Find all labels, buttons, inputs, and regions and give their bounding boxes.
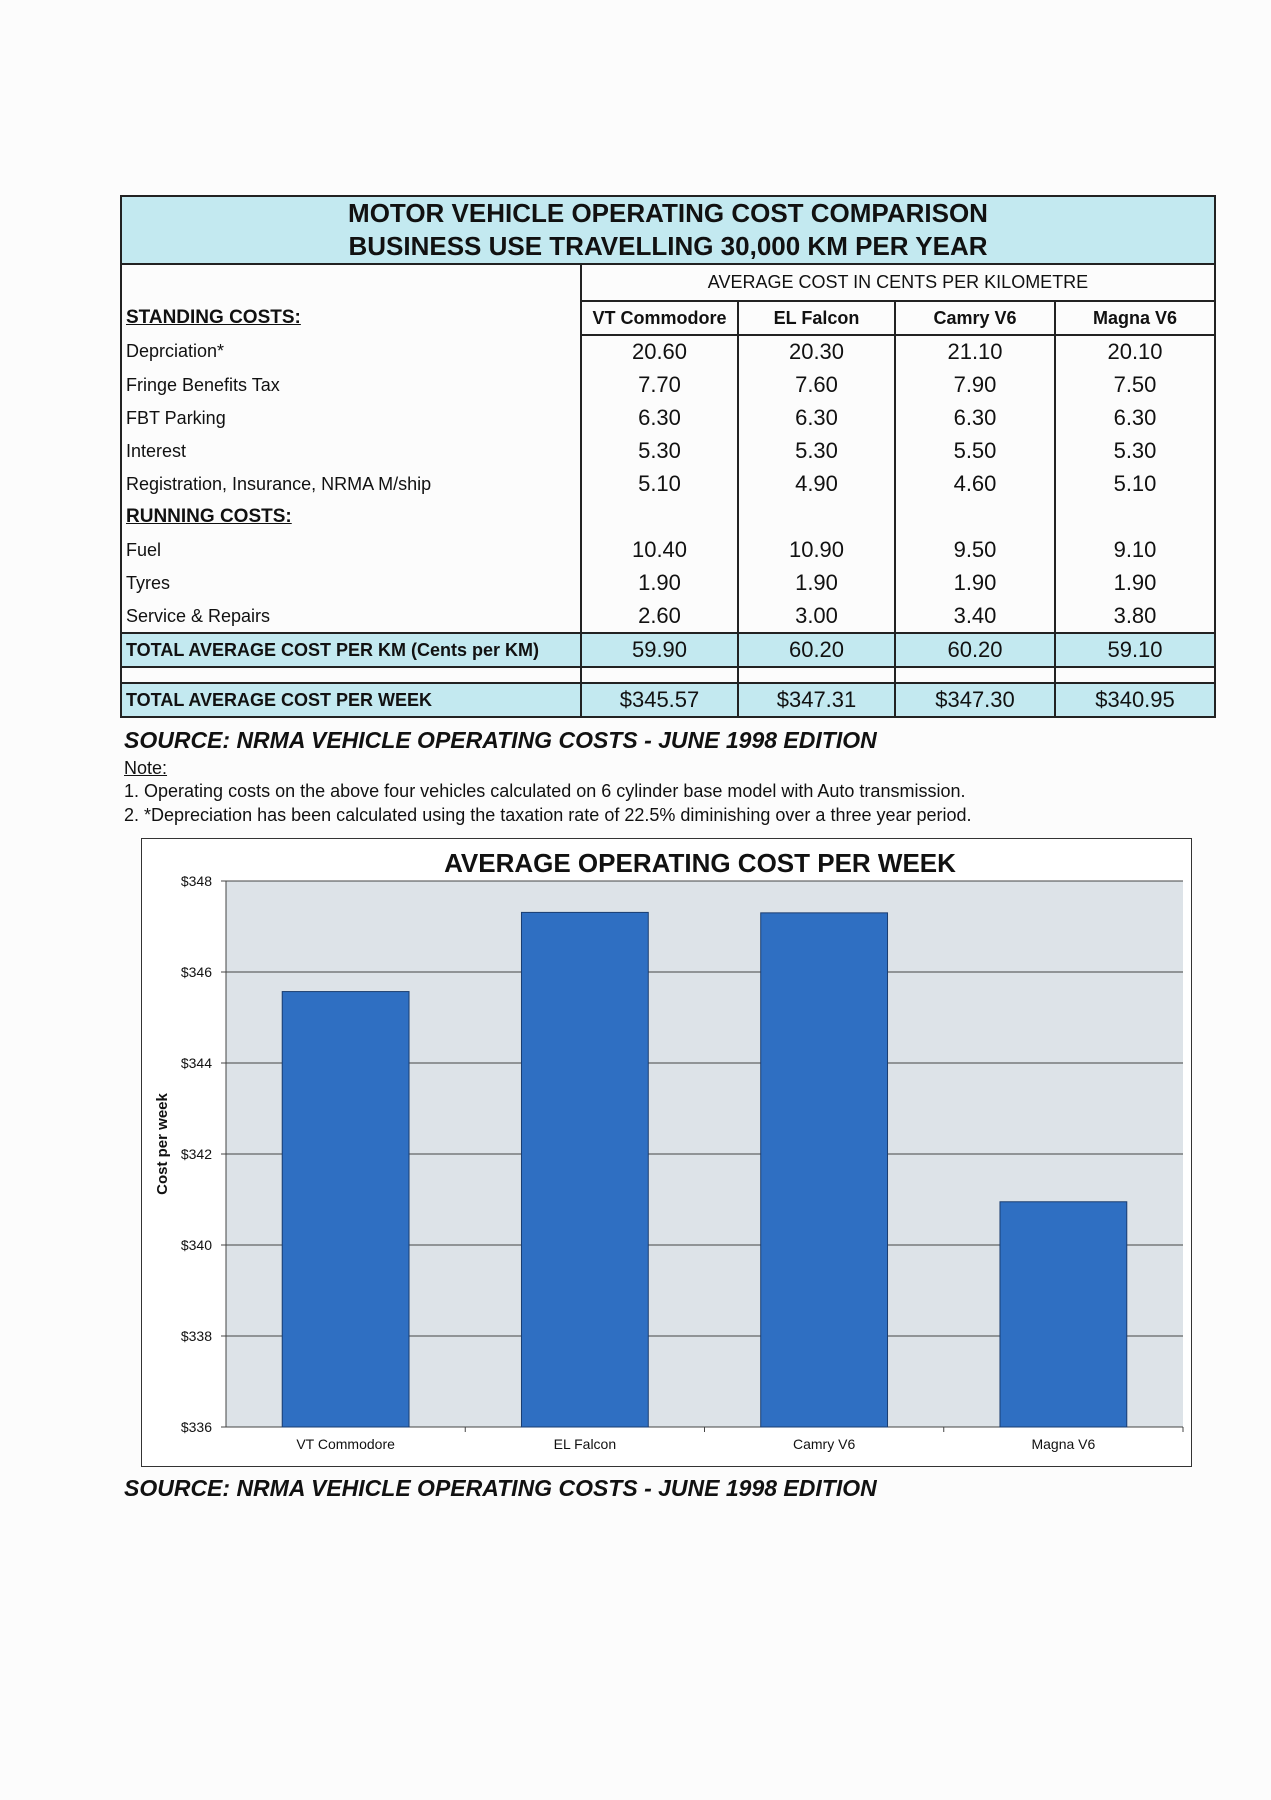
note-line-2: 2. *Depreciation has been calculated using the taxation rate of 22.5% diminishing over a three year period. bbox=[124, 805, 972, 825]
cell-value: 6.30 bbox=[895, 402, 1055, 435]
cell-value: 5.10 bbox=[1055, 468, 1215, 501]
cell-value: 1.90 bbox=[1055, 567, 1215, 600]
cell-value: 6.30 bbox=[581, 402, 738, 435]
cell-value: 1.90 bbox=[738, 567, 895, 600]
y-tick-label: $344 bbox=[180, 1055, 212, 1071]
bar bbox=[761, 913, 888, 1427]
total-km-label: TOTAL AVERAGE COST PER KM (Cents per KM) bbox=[121, 633, 581, 667]
cell-value: 6.30 bbox=[1055, 402, 1215, 435]
y-tick-label: $336 bbox=[180, 1419, 212, 1435]
cell-value: 7.90 bbox=[895, 369, 1055, 402]
table-title-line1: MOTOR VEHICLE OPERATING COST COMPARISON bbox=[348, 198, 988, 228]
cell-value: 20.60 bbox=[581, 335, 738, 369]
cell-value: 3.00 bbox=[738, 600, 895, 634]
cell-value: 7.60 bbox=[738, 369, 895, 402]
total-per-km-row bbox=[121, 633, 1215, 667]
table-row bbox=[121, 369, 1215, 402]
row-label: Registration, Insurance, NRMA M/ship bbox=[121, 468, 581, 501]
total-per-week-row bbox=[121, 683, 1215, 717]
chart-title: AVERAGE OPERATING COST PER WEEK bbox=[444, 848, 956, 878]
cell-value: 7.70 bbox=[581, 369, 738, 402]
empty-cell bbox=[581, 501, 738, 534]
table-title bbox=[121, 196, 1215, 264]
table-row bbox=[121, 335, 1215, 369]
row-label: Tyres bbox=[121, 567, 581, 600]
cell-value: 6.30 bbox=[738, 402, 895, 435]
total-km-value: 60.20 bbox=[738, 633, 895, 667]
y-tick-label: $346 bbox=[180, 964, 212, 980]
cell-value: 10.90 bbox=[738, 534, 895, 567]
cell-value: 5.30 bbox=[581, 435, 738, 468]
cost-comparison-table bbox=[120, 195, 1216, 718]
note-title: Note: bbox=[124, 758, 168, 778]
row-label: Fuel bbox=[121, 534, 581, 567]
cell-value: 5.30 bbox=[738, 435, 895, 468]
table-row bbox=[121, 468, 1215, 501]
cell-value: 3.80 bbox=[1055, 600, 1215, 634]
cell-value: 3.40 bbox=[895, 600, 1055, 634]
spacer-cell bbox=[1055, 667, 1215, 683]
cell-value: 5.30 bbox=[1055, 435, 1215, 468]
cell-value: 5.50 bbox=[895, 435, 1055, 468]
cell-value: 20.30 bbox=[738, 335, 895, 369]
table-row bbox=[121, 534, 1215, 567]
y-tick-label: $342 bbox=[180, 1146, 212, 1162]
table-row bbox=[121, 567, 1215, 600]
total-km-value: 59.10 bbox=[1055, 633, 1215, 667]
cost-per-week-chart bbox=[141, 838, 1192, 1467]
x-tick-label: Magna V6 bbox=[1031, 1436, 1096, 1452]
cell-value: 1.90 bbox=[581, 567, 738, 600]
column-header: EL Falcon bbox=[738, 301, 895, 335]
total-week-label: TOTAL AVERAGE COST PER WEEK bbox=[121, 683, 581, 717]
row-label: FBT Parking bbox=[121, 402, 581, 435]
table-row bbox=[121, 435, 1215, 468]
column-header: VT Commodore bbox=[581, 301, 738, 335]
y-tick-label: $340 bbox=[180, 1237, 212, 1253]
y-tick-label: $348 bbox=[180, 873, 212, 889]
spacer-cell bbox=[121, 667, 581, 683]
bar bbox=[521, 912, 648, 1427]
cell-value: 21.10 bbox=[895, 335, 1055, 369]
cell-value: 2.60 bbox=[581, 600, 738, 634]
y-axis-label: Cost per week bbox=[154, 1093, 171, 1195]
header-blank bbox=[121, 264, 581, 301]
table-title-line2: BUSINESS USE TRAVELLING 30,000 KM PER YEAR bbox=[348, 231, 988, 261]
cell-value: 1.90 bbox=[895, 567, 1055, 600]
cell-value: 5.10 bbox=[581, 468, 738, 501]
row-label: Service & Repairs bbox=[121, 600, 581, 634]
cell-value: 4.60 bbox=[895, 468, 1055, 501]
cell-value: 20.10 bbox=[1055, 335, 1215, 369]
empty-cell bbox=[1055, 501, 1215, 534]
avg-cost-header: AVERAGE COST IN CENTS PER KILOMETRE bbox=[581, 264, 1215, 301]
chart-svg bbox=[142, 839, 1191, 1466]
row-label: Deprciation* bbox=[121, 335, 581, 369]
total-week-value: $345.57 bbox=[581, 683, 738, 717]
total-week-value: $347.30 bbox=[895, 683, 1055, 717]
empty-cell bbox=[738, 501, 895, 534]
spacer-cell bbox=[581, 667, 738, 683]
total-week-value: $347.31 bbox=[738, 683, 895, 717]
table-row bbox=[121, 402, 1215, 435]
total-km-value: 59.90 bbox=[581, 633, 738, 667]
x-tick-label: EL Falcon bbox=[553, 1436, 617, 1452]
empty-cell bbox=[895, 501, 1055, 534]
chart-source: SOURCE: NRMA VEHICLE OPERATING COSTS - JUNE 1998 EDITION bbox=[124, 1475, 877, 1501]
cell-value: 9.50 bbox=[895, 534, 1055, 567]
row-label: Fringe Benefits Tax bbox=[121, 369, 581, 402]
bar bbox=[1000, 1202, 1127, 1427]
running-costs-label: RUNNING COSTS: bbox=[121, 501, 581, 534]
cell-value: 4.90 bbox=[738, 468, 895, 501]
row-label: Interest bbox=[121, 435, 581, 468]
table-source: SOURCE: NRMA VEHICLE OPERATING COSTS - JUNE 1998 EDITION bbox=[124, 727, 877, 753]
x-tick-label: VT Commodore bbox=[296, 1436, 395, 1452]
column-header: Magna V6 bbox=[1055, 301, 1215, 335]
column-header: Camry V6 bbox=[895, 301, 1055, 335]
note-line-1: 1. Operating costs on the above four vehicles calculated on 6 cylinder base model with Auto transmission. bbox=[124, 781, 966, 801]
bar bbox=[282, 992, 409, 1427]
x-tick-label: Camry V6 bbox=[793, 1436, 856, 1452]
total-week-value: $340.95 bbox=[1055, 683, 1215, 717]
y-tick-label: $338 bbox=[180, 1328, 212, 1344]
cell-value: 7.50 bbox=[1055, 369, 1215, 402]
total-km-value: 60.20 bbox=[895, 633, 1055, 667]
spacer-cell bbox=[895, 667, 1055, 683]
spacer-cell bbox=[738, 667, 895, 683]
standing-costs-label: STANDING COSTS: bbox=[121, 301, 581, 335]
cell-value: 10.40 bbox=[581, 534, 738, 567]
cell-value: 9.10 bbox=[1055, 534, 1215, 567]
table-row bbox=[121, 600, 1215, 634]
